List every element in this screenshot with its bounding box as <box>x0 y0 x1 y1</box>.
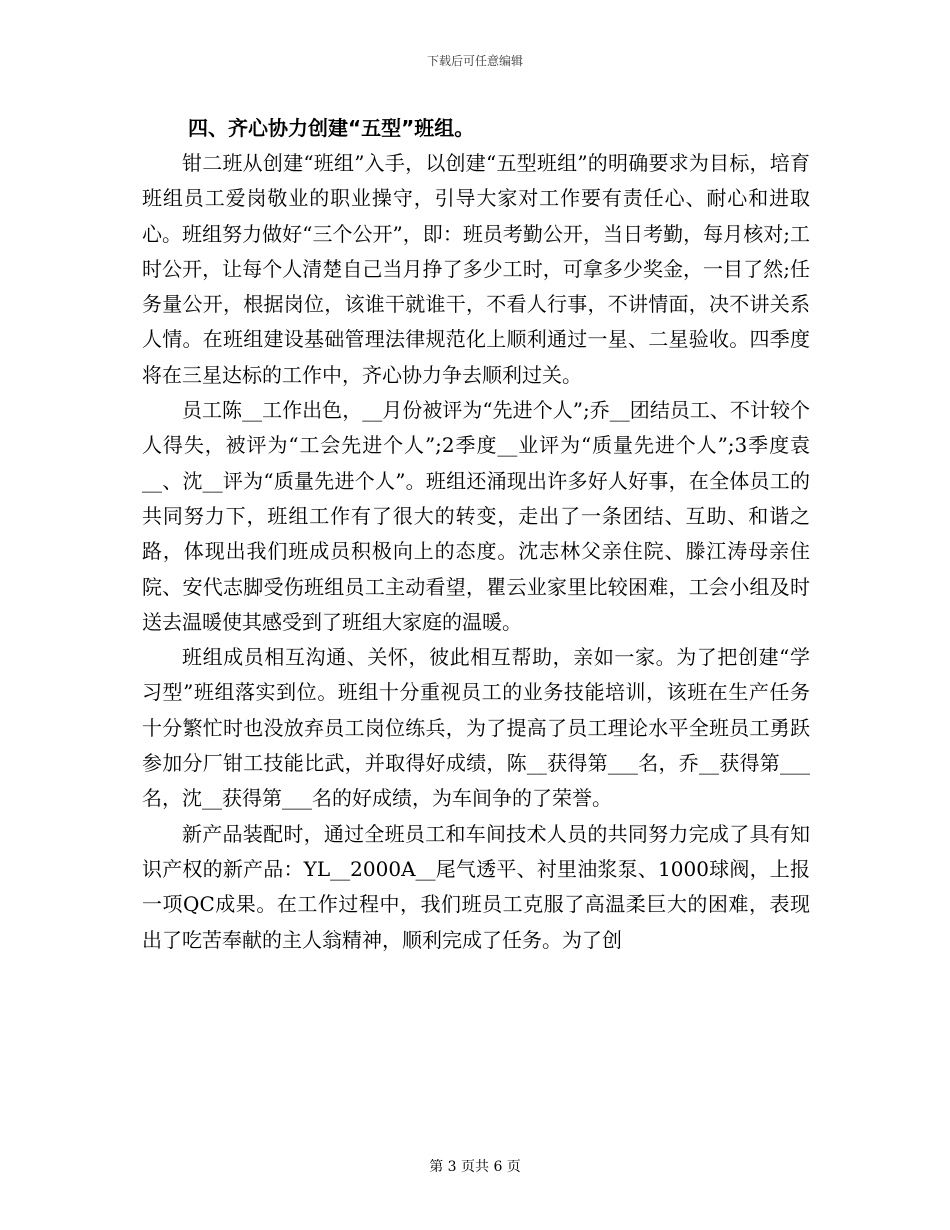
paragraph-skill-training: 班组成员相互沟通、关怀，彼此相互帮助，亲如一家。为了把创建“学习型”班组落实到位。班组十分重视员工的业务技能培训，该班在生产任务十分繁忙时也没放弃员工岗位练兵，为了提高了员工理论水平全班员工勇跃参加分厂钳工技能比武，并取得好成绩，陈__获得第___名，乔__获得第___名，沈__获得第___名的好成绩，为车间争的了荣誉。 <box>142 645 810 811</box>
page-number: 第 3 页共 6 页 <box>429 1159 521 1175</box>
paragraph-team-building: 钳二班从创建“班组”入手，以创建“五型班组”的明确要求为目标，培育班组员工爱岗敬业的职业操守，引导大家对工作要有责任心、耐心和进取心。班组努力做好“三个公开”，即：班员考勤公开，当日考勤，每月核对;工时公开，让每个人清楚自己当月挣了多少工时，可拿多少奖金，一目了然;任务量公开，根据岗位，该谁干就谁干，不看人行事，不讲情面，决不讲关系人情。在班组建设基础管理法律规范化上顺利通过一星、二星验收。四季度将在三星达标的工作中，齐心协力争去顺利过关。 <box>142 151 810 387</box>
document-body <box>142 110 810 958</box>
paragraph-staff-honors: 员工陈__工作出色，__月份被评为“先进个人”;乔__团结员工、不计较个人得失，被评为“工会先进个人”;2季度__业评为“质量先进个人”;3季度袁__、沈__评为“质量先进个人”。班组还涌现出许多好人好事，在全体员工的共同努力下，班组工作有了很大的转变，走出了一条团结、互助、和谐之路，体现出我们班成员积极向上的态度。沈志林父亲住院、滕江涛母亲住院、安代志脚受伤班组员工主动看望，瞿云业家里比较困难，工会小组及时送去温暖使其感受到了班组大家庭的温暖。 <box>142 398 810 634</box>
page-header-note: 下载后可任意编辑 <box>426 54 523 68</box>
section-heading: 四、齐心协力创建“五型”班组。 <box>188 116 475 140</box>
paragraph-new-product: 新产品装配时，通过全班员工和车间技术人员的共同努力完成了具有知识产权的新产品：YL__2000A__尾气透平、衬里油浆泵、1000球阀，上报一项QC成果。在工作过程中，我们班员工克服了高温柔巨大的困难，表现出了吃苦奉献的主人翁精神，顺利完成了任务。为了创 <box>142 821 810 952</box>
